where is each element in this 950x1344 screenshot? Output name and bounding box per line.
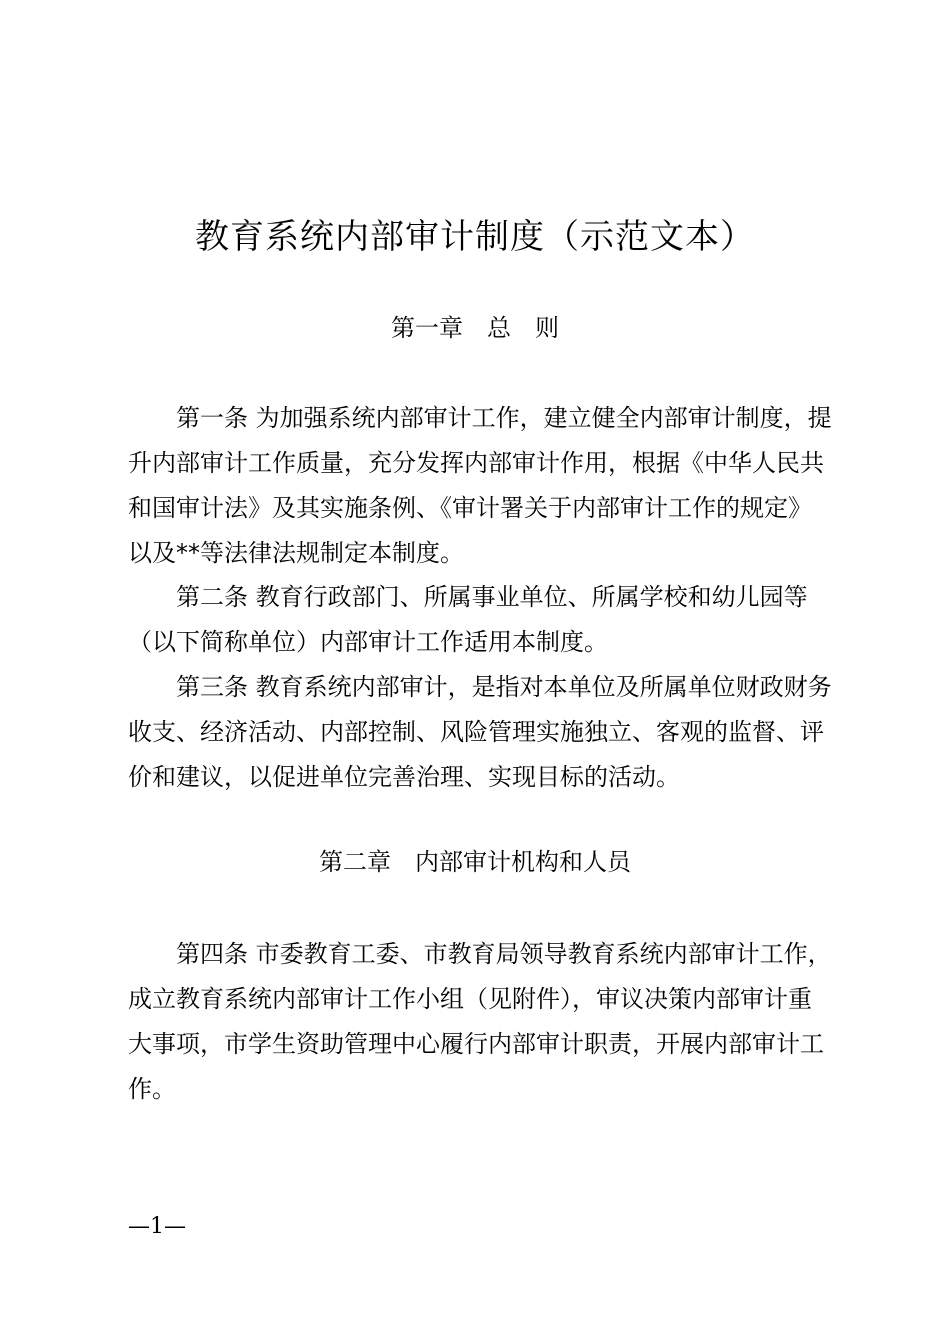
article-1: 第一条 为加强系统内部审计工作，建立健全内部审计制度，提升内部审计工作质量，充分发挥内部审计作用，根据《中华人民共和国审计法》及其实施条例、《审计署关于内部审计工作的规定》以及**等法律法规制定本制度。 — [128, 404, 832, 567]
article-4: 第四条 市委教育工委、市教育局领导教育系统内部审计工作，成立教育系统内部审计工作小组（见附件），审议决策内部审计重大事项，市学生资助管理中心履行内部审计职责，开展内部审计工作。 — [128, 940, 832, 1103]
document-title: 教育系统内部审计制度（示范文本） — [195, 217, 755, 257]
chapter-1-heading: 第一章 总 则 — [391, 314, 559, 342]
article-3: 第三条 教育系统内部审计，是指对本单位及所属单位财政财务收支、经济活动、内部控制、风险管理实施独立、客观的监督、评价和建议，以促进单位完善治理、实现目标的活动。 — [128, 673, 832, 791]
page-number: —1— — [128, 1214, 186, 1239]
chapter-2-heading: 第二章 内部审计机构和人员 — [319, 848, 631, 876]
article-2: 第二条 教育行政部门、所属事业单位、所属学校和幼儿园等（以下简称单位）内部审计工作适用本制度。 — [128, 583, 808, 656]
